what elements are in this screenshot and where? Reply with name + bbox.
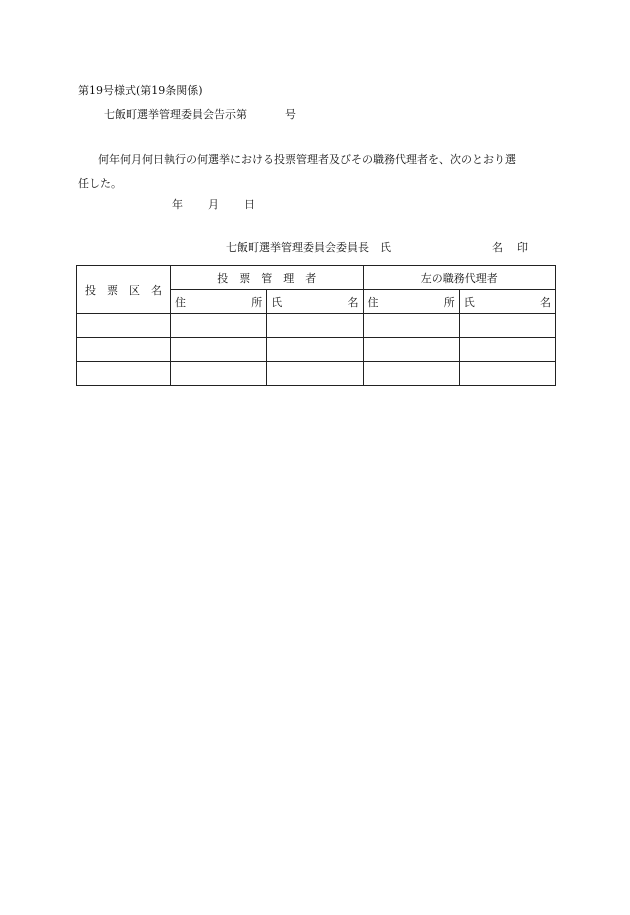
- notice-number-line: [104, 108, 296, 122]
- manager-name-cell[interactable]: [267, 338, 363, 362]
- deputy-address-cell[interactable]: [363, 314, 459, 338]
- notice-suffix: 号: [285, 108, 296, 121]
- district-cell[interactable]: [77, 362, 171, 386]
- signer-title: 七飯町選挙管理委員会委員長 氏: [226, 241, 391, 254]
- date-month-label: 月: [208, 198, 219, 211]
- body-text-line-1: 何年何月何日執行の何選挙における投票管理者及びその職務代理者を、次のとおり選: [98, 153, 516, 166]
- date-day-label: 日: [244, 198, 255, 211]
- district-cell[interactable]: [77, 338, 171, 362]
- date-year-label: 年: [172, 198, 183, 211]
- body-text-line-2: 任した。: [78, 177, 122, 190]
- manager-name-header: 氏 名: [267, 290, 363, 314]
- manager-name-cell[interactable]: [267, 314, 363, 338]
- signer-line: [226, 241, 528, 255]
- seal-mark: 印: [517, 241, 528, 254]
- deputy-address-cell[interactable]: [363, 362, 459, 386]
- appointment-table: [76, 265, 556, 386]
- deputy-name-cell[interactable]: [459, 314, 555, 338]
- notice-prefix: 七飯町選挙管理委員会告示第: [104, 108, 247, 121]
- district-cell[interactable]: [77, 314, 171, 338]
- form-label: 第19号様式(第19条関係): [78, 84, 203, 97]
- table-row: [77, 362, 556, 386]
- deputy-address-header: 住 所: [363, 290, 459, 314]
- table-row: [77, 338, 556, 362]
- table-header-row: [77, 266, 556, 290]
- district-name-header: 投 票 区 名: [77, 266, 171, 314]
- table-row: [77, 314, 556, 338]
- manager-name-cell[interactable]: [267, 362, 363, 386]
- manager-address-header: 住 所: [171, 290, 267, 314]
- deputy-header: 左の職務代理者: [363, 266, 556, 290]
- manager-address-cell[interactable]: [171, 314, 267, 338]
- deputy-name-cell[interactable]: [459, 362, 555, 386]
- date-line: [172, 198, 255, 212]
- deputy-name-cell[interactable]: [459, 338, 555, 362]
- manager-header: 投 票 管 理 者: [171, 266, 364, 290]
- deputy-address-cell[interactable]: [363, 338, 459, 362]
- signer-name-label: 名: [492, 241, 503, 254]
- deputy-name-header: 氏 名: [459, 290, 555, 314]
- manager-address-cell[interactable]: [171, 338, 267, 362]
- manager-address-cell[interactable]: [171, 362, 267, 386]
